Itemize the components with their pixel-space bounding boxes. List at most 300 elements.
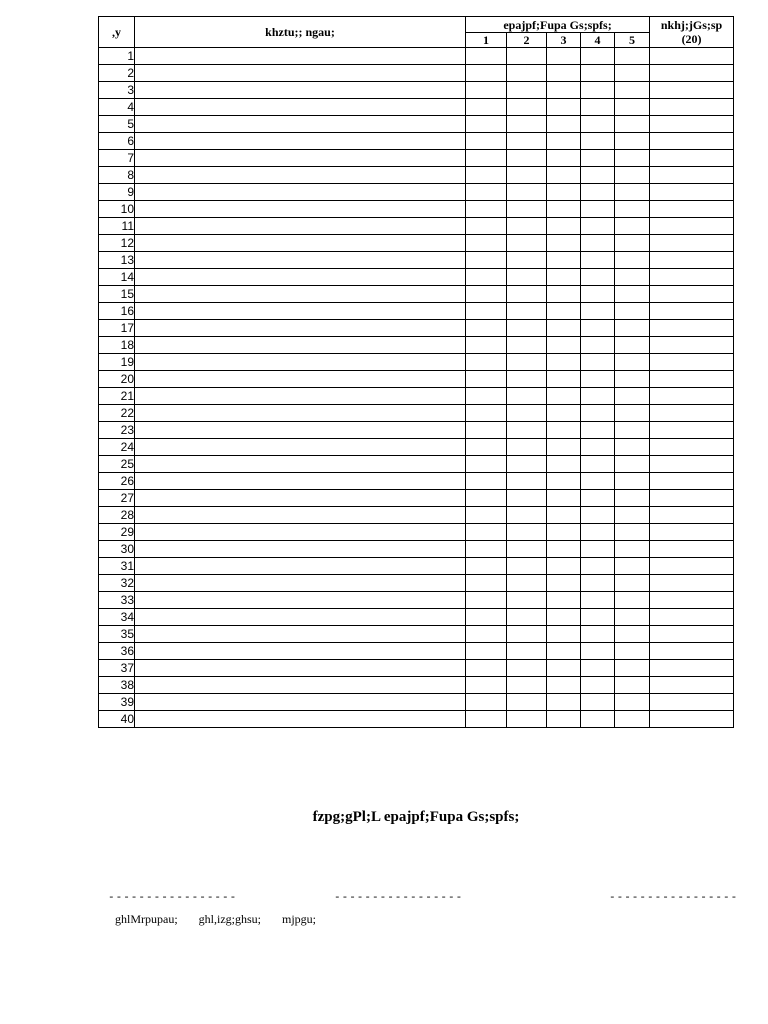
criterion-2-cell[interactable] <box>507 133 547 150</box>
criterion-2-cell[interactable] <box>507 354 547 371</box>
criterion-3-cell[interactable] <box>547 388 581 405</box>
total-cell[interactable] <box>650 218 734 235</box>
criterion-2-cell[interactable] <box>507 507 547 524</box>
criterion-1-cell[interactable] <box>466 575 507 592</box>
criterion-3-cell[interactable] <box>547 320 581 337</box>
name-cell[interactable] <box>135 541 466 558</box>
criterion-4-cell[interactable] <box>581 337 615 354</box>
criterion-5-cell[interactable] <box>615 320 650 337</box>
name-cell[interactable] <box>135 694 466 711</box>
total-cell[interactable] <box>650 694 734 711</box>
criterion-3-cell[interactable] <box>547 473 581 490</box>
criterion-5-cell[interactable] <box>615 677 650 694</box>
name-cell[interactable] <box>135 575 466 592</box>
name-cell[interactable] <box>135 643 466 660</box>
criterion-1-cell[interactable] <box>466 150 507 167</box>
criterion-4-cell[interactable] <box>581 235 615 252</box>
criterion-1-cell[interactable] <box>466 660 507 677</box>
criterion-1-cell[interactable] <box>466 337 507 354</box>
name-cell[interactable] <box>135 133 466 150</box>
criterion-3-cell[interactable] <box>547 48 581 65</box>
header-criterion-2: 2 <box>507 33 547 48</box>
criterion-5-cell[interactable] <box>615 150 650 167</box>
criterion-4-cell[interactable] <box>581 694 615 711</box>
criterion-5-cell[interactable] <box>615 660 650 677</box>
criterion-1-cell[interactable] <box>466 201 507 218</box>
signature-labels <box>115 912 334 927</box>
criterion-3-cell[interactable] <box>547 677 581 694</box>
criterion-4-cell[interactable] <box>581 507 615 524</box>
criterion-3-cell[interactable] <box>547 456 581 473</box>
criterion-1-cell[interactable] <box>466 99 507 116</box>
criterion-4-cell[interactable] <box>581 82 615 99</box>
criterion-1-cell[interactable] <box>466 677 507 694</box>
criterion-5-cell[interactable] <box>615 507 650 524</box>
criterion-4-cell[interactable] <box>581 473 615 490</box>
criterion-1-cell[interactable] <box>466 286 507 303</box>
total-cell[interactable] <box>650 609 734 626</box>
criterion-1-cell[interactable] <box>466 456 507 473</box>
criterion-5-cell[interactable] <box>615 286 650 303</box>
criterion-1-cell[interactable] <box>466 269 507 286</box>
criterion-1-cell[interactable] <box>466 524 507 541</box>
criterion-3-cell[interactable] <box>547 286 581 303</box>
total-cell[interactable] <box>650 252 734 269</box>
criterion-5-cell[interactable] <box>615 65 650 82</box>
criterion-3-cell[interactable] <box>547 609 581 626</box>
table-row <box>99 116 734 133</box>
total-cell[interactable] <box>650 354 734 371</box>
criterion-2-cell[interactable] <box>507 643 547 660</box>
criterion-1-cell[interactable] <box>466 507 507 524</box>
criterion-4-cell[interactable] <box>581 201 615 218</box>
criterion-3-cell[interactable] <box>547 660 581 677</box>
criterion-5-cell[interactable] <box>615 48 650 65</box>
criterion-4-cell[interactable] <box>581 218 615 235</box>
name-cell[interactable] <box>135 286 466 303</box>
total-cell[interactable] <box>650 507 734 524</box>
criterion-5-cell[interactable] <box>615 575 650 592</box>
total-cell[interactable] <box>650 82 734 99</box>
criterion-3-cell[interactable] <box>547 524 581 541</box>
name-cell[interactable] <box>135 320 466 337</box>
criterion-3-cell[interactable] <box>547 626 581 643</box>
name-cell[interactable] <box>135 609 466 626</box>
criterion-5-cell[interactable] <box>615 558 650 575</box>
table-row <box>99 473 734 490</box>
criterion-3-cell[interactable] <box>547 133 581 150</box>
criterion-1-cell[interactable] <box>466 490 507 507</box>
row-serial-number: 16 <box>99 303 135 320</box>
criterion-2-cell[interactable] <box>507 541 547 558</box>
criterion-5-cell[interactable] <box>615 524 650 541</box>
criterion-2-cell[interactable] <box>507 473 547 490</box>
criterion-5-cell[interactable] <box>615 269 650 286</box>
criterion-4-cell[interactable] <box>581 252 615 269</box>
signature-teacher: ghlMrpupau; <box>115 912 178 926</box>
total-cell[interactable] <box>650 303 734 320</box>
total-cell[interactable] <box>650 473 734 490</box>
name-cell[interactable] <box>135 354 466 371</box>
row-serial-number: 12 <box>99 235 135 252</box>
total-cell[interactable] <box>650 99 734 116</box>
criterion-5-cell[interactable] <box>615 456 650 473</box>
criterion-2-cell[interactable] <box>507 48 547 65</box>
criterion-5-cell[interactable] <box>615 99 650 116</box>
criterion-5-cell[interactable] <box>615 371 650 388</box>
name-cell[interactable] <box>135 65 466 82</box>
name-cell[interactable] <box>135 405 466 422</box>
criterion-5-cell[interactable] <box>615 609 650 626</box>
criterion-4-cell[interactable] <box>581 626 615 643</box>
criterion-1-cell[interactable] <box>466 82 507 99</box>
criterion-1-cell[interactable] <box>466 218 507 235</box>
criterion-1-cell[interactable] <box>466 473 507 490</box>
criterion-4-cell[interactable] <box>581 609 615 626</box>
table-row <box>99 558 734 575</box>
total-cell[interactable] <box>650 422 734 439</box>
criterion-3-cell[interactable] <box>547 303 581 320</box>
signature-line-1: ----------------- <box>108 892 238 904</box>
name-cell[interactable] <box>135 439 466 456</box>
criterion-3-cell[interactable] <box>547 643 581 660</box>
name-cell[interactable] <box>135 371 466 388</box>
criterion-4-cell[interactable] <box>581 269 615 286</box>
criterion-5-cell[interactable] <box>615 473 650 490</box>
criterion-3-cell[interactable] <box>547 558 581 575</box>
row-serial-number: 2 <box>99 65 135 82</box>
name-cell[interactable] <box>135 558 466 575</box>
total-cell[interactable] <box>650 558 734 575</box>
criterion-2-cell[interactable] <box>507 286 547 303</box>
criterion-3-cell[interactable] <box>547 439 581 456</box>
criterion-3-cell[interactable] <box>547 150 581 167</box>
criterion-5-cell[interactable] <box>615 184 650 201</box>
total-cell[interactable] <box>650 116 734 133</box>
total-cell[interactable] <box>650 167 734 184</box>
criterion-4-cell[interactable] <box>581 422 615 439</box>
criterion-2-cell[interactable] <box>507 303 547 320</box>
criterion-2-cell[interactable] <box>507 252 547 269</box>
table-row <box>99 167 734 184</box>
name-cell[interactable] <box>135 252 466 269</box>
total-cell[interactable] <box>650 150 734 167</box>
criterion-3-cell[interactable] <box>547 422 581 439</box>
name-cell[interactable] <box>135 626 466 643</box>
criterion-3-cell[interactable] <box>547 99 581 116</box>
criterion-5-cell[interactable] <box>615 133 650 150</box>
row-serial-number: 9 <box>99 184 135 201</box>
criterion-2-cell[interactable] <box>507 99 547 116</box>
criterion-4-cell[interactable] <box>581 150 615 167</box>
criterion-3-cell[interactable] <box>547 218 581 235</box>
name-cell[interactable] <box>135 507 466 524</box>
criterion-1-cell[interactable] <box>466 626 507 643</box>
criterion-4-cell[interactable] <box>581 558 615 575</box>
name-cell[interactable] <box>135 82 466 99</box>
name-cell[interactable] <box>135 48 466 65</box>
criterion-2-cell[interactable] <box>507 150 547 167</box>
name-cell[interactable] <box>135 269 466 286</box>
total-cell[interactable] <box>650 201 734 218</box>
criterion-2-cell[interactable] <box>507 82 547 99</box>
criterion-3-cell[interactable] <box>547 711 581 728</box>
criterion-3-cell[interactable] <box>547 371 581 388</box>
criterion-4-cell[interactable] <box>581 388 615 405</box>
criterion-1-cell[interactable] <box>466 65 507 82</box>
criterion-2-cell[interactable] <box>507 694 547 711</box>
criterion-3-cell[interactable] <box>547 184 581 201</box>
criterion-4-cell[interactable] <box>581 490 615 507</box>
criterion-2-cell[interactable] <box>507 167 547 184</box>
criterion-1-cell[interactable] <box>466 609 507 626</box>
criterion-5-cell[interactable] <box>615 711 650 728</box>
criterion-2-cell[interactable] <box>507 456 547 473</box>
criterion-1-cell[interactable] <box>466 371 507 388</box>
total-cell[interactable] <box>650 524 734 541</box>
criterion-3-cell[interactable] <box>547 116 581 133</box>
criterion-2-cell[interactable] <box>507 439 547 456</box>
total-cell[interactable] <box>650 320 734 337</box>
criterion-2-cell[interactable] <box>507 677 547 694</box>
criterion-2-cell[interactable] <box>507 711 547 728</box>
criterion-2-cell[interactable] <box>507 116 547 133</box>
name-cell[interactable] <box>135 218 466 235</box>
criterion-5-cell[interactable] <box>615 252 650 269</box>
criterion-3-cell[interactable] <box>547 490 581 507</box>
criterion-2-cell[interactable] <box>507 218 547 235</box>
criterion-3-cell[interactable] <box>547 201 581 218</box>
name-cell[interactable] <box>135 388 466 405</box>
criterion-5-cell[interactable] <box>615 337 650 354</box>
criterion-4-cell[interactable] <box>581 48 615 65</box>
row-serial-number: 37 <box>99 660 135 677</box>
criterion-3-cell[interactable] <box>547 575 581 592</box>
criterion-2-cell[interactable] <box>507 388 547 405</box>
row-serial-number: 33 <box>99 592 135 609</box>
criterion-2-cell[interactable] <box>507 626 547 643</box>
total-cell[interactable] <box>650 439 734 456</box>
criterion-4-cell[interactable] <box>581 133 615 150</box>
criterion-2-cell[interactable] <box>507 65 547 82</box>
criterion-2-cell[interactable] <box>507 320 547 337</box>
criterion-2-cell[interactable] <box>507 337 547 354</box>
name-cell[interactable] <box>135 99 466 116</box>
criterion-5-cell[interactable] <box>615 388 650 405</box>
criterion-4-cell[interactable] <box>581 439 615 456</box>
name-cell[interactable] <box>135 473 466 490</box>
criterion-1-cell[interactable] <box>466 711 507 728</box>
criterion-5-cell[interactable] <box>615 541 650 558</box>
total-cell[interactable] <box>650 541 734 558</box>
total-cell[interactable] <box>650 490 734 507</box>
criterion-2-cell[interactable] <box>507 371 547 388</box>
criterion-4-cell[interactable] <box>581 711 615 728</box>
criterion-1-cell[interactable] <box>466 116 507 133</box>
name-cell[interactable] <box>135 116 466 133</box>
criterion-3-cell[interactable] <box>547 82 581 99</box>
criterion-4-cell[interactable] <box>581 354 615 371</box>
criterion-1-cell[interactable] <box>466 439 507 456</box>
total-cell[interactable] <box>650 269 734 286</box>
criterion-5-cell[interactable] <box>615 439 650 456</box>
criterion-5-cell[interactable] <box>615 694 650 711</box>
total-cell[interactable] <box>650 371 734 388</box>
criterion-1-cell[interactable] <box>466 252 507 269</box>
criterion-4-cell[interactable] <box>581 541 615 558</box>
table-row <box>99 320 734 337</box>
criterion-1-cell[interactable] <box>466 303 507 320</box>
criterion-3-cell[interactable] <box>547 354 581 371</box>
name-cell[interactable] <box>135 677 466 694</box>
criterion-5-cell[interactable] <box>615 82 650 99</box>
criterion-1-cell[interactable] <box>466 48 507 65</box>
criterion-2-cell[interactable] <box>507 184 547 201</box>
name-cell[interactable] <box>135 711 466 728</box>
criterion-2-cell[interactable] <box>507 405 547 422</box>
total-cell[interactable] <box>650 286 734 303</box>
criterion-5-cell[interactable] <box>615 303 650 320</box>
criterion-4-cell[interactable] <box>581 405 615 422</box>
criterion-4-cell[interactable] <box>581 677 615 694</box>
total-cell[interactable] <box>650 48 734 65</box>
criterion-4-cell[interactable] <box>581 65 615 82</box>
criterion-5-cell[interactable] <box>615 201 650 218</box>
criterion-2-cell[interactable] <box>507 422 547 439</box>
criterion-2-cell[interactable] <box>507 201 547 218</box>
criterion-1-cell[interactable] <box>466 320 507 337</box>
criterion-2-cell[interactable] <box>507 524 547 541</box>
name-cell[interactable] <box>135 235 466 252</box>
total-cell[interactable] <box>650 660 734 677</box>
criterion-2-cell[interactable] <box>507 592 547 609</box>
criterion-1-cell[interactable] <box>466 694 507 711</box>
criterion-4-cell[interactable] <box>581 184 615 201</box>
name-cell[interactable] <box>135 167 466 184</box>
criterion-4-cell[interactable] <box>581 592 615 609</box>
criterion-2-cell[interactable] <box>507 490 547 507</box>
criterion-3-cell[interactable] <box>547 337 581 354</box>
criterion-3-cell[interactable] <box>547 167 581 184</box>
criterion-1-cell[interactable] <box>466 184 507 201</box>
criterion-3-cell[interactable] <box>547 507 581 524</box>
criterion-4-cell[interactable] <box>581 643 615 660</box>
criterion-4-cell[interactable] <box>581 167 615 184</box>
criterion-2-cell[interactable] <box>507 235 547 252</box>
table-row <box>99 660 734 677</box>
criterion-2-cell[interactable] <box>507 660 547 677</box>
criterion-1-cell[interactable] <box>466 354 507 371</box>
total-cell[interactable] <box>650 388 734 405</box>
total-cell[interactable] <box>650 711 734 728</box>
criterion-5-cell[interactable] <box>615 116 650 133</box>
name-cell[interactable] <box>135 524 466 541</box>
criterion-5-cell[interactable] <box>615 422 650 439</box>
total-cell[interactable] <box>650 184 734 201</box>
criterion-2-cell[interactable] <box>507 575 547 592</box>
row-serial-number: 23 <box>99 422 135 439</box>
criterion-5-cell[interactable] <box>615 167 650 184</box>
criterion-5-cell[interactable] <box>615 235 650 252</box>
criterion-1-cell[interactable] <box>466 541 507 558</box>
total-cell[interactable] <box>650 235 734 252</box>
criterion-3-cell[interactable] <box>547 541 581 558</box>
criterion-1-cell[interactable] <box>466 558 507 575</box>
criterion-1-cell[interactable] <box>466 235 507 252</box>
criterion-4-cell[interactable] <box>581 116 615 133</box>
criterion-4-cell[interactable] <box>581 660 615 677</box>
row-serial-number: 19 <box>99 354 135 371</box>
criterion-3-cell[interactable] <box>547 694 581 711</box>
total-cell[interactable] <box>650 133 734 150</box>
criterion-4-cell[interactable] <box>581 99 615 116</box>
criterion-2-cell[interactable] <box>507 609 547 626</box>
criterion-1-cell[interactable] <box>466 133 507 150</box>
criterion-2-cell[interactable] <box>507 558 547 575</box>
criterion-5-cell[interactable] <box>615 626 650 643</box>
name-cell[interactable] <box>135 184 466 201</box>
criterion-3-cell[interactable] <box>547 405 581 422</box>
criterion-1-cell[interactable] <box>466 405 507 422</box>
criterion-3-cell[interactable] <box>547 252 581 269</box>
total-cell[interactable] <box>650 643 734 660</box>
name-cell[interactable] <box>135 592 466 609</box>
total-cell[interactable] <box>650 677 734 694</box>
criterion-5-cell[interactable] <box>615 354 650 371</box>
criterion-4-cell[interactable] <box>581 575 615 592</box>
criterion-1-cell[interactable] <box>466 422 507 439</box>
criterion-4-cell[interactable] <box>581 320 615 337</box>
name-cell[interactable] <box>135 490 466 507</box>
criterion-1-cell[interactable] <box>466 592 507 609</box>
criterion-1-cell[interactable] <box>466 167 507 184</box>
name-cell[interactable] <box>135 337 466 354</box>
total-cell[interactable] <box>650 337 734 354</box>
total-cell[interactable] <box>650 575 734 592</box>
total-cell[interactable] <box>650 405 734 422</box>
criterion-1-cell[interactable] <box>466 388 507 405</box>
total-cell[interactable] <box>650 65 734 82</box>
table-row <box>99 252 734 269</box>
name-cell[interactable] <box>135 660 466 677</box>
criterion-4-cell[interactable] <box>581 524 615 541</box>
criterion-5-cell[interactable] <box>615 592 650 609</box>
criterion-3-cell[interactable] <box>547 65 581 82</box>
criterion-5-cell[interactable] <box>615 218 650 235</box>
name-cell[interactable] <box>135 303 466 320</box>
criterion-5-cell[interactable] <box>615 490 650 507</box>
criterion-3-cell[interactable] <box>547 592 581 609</box>
criterion-4-cell[interactable] <box>581 303 615 320</box>
criterion-5-cell[interactable] <box>615 405 650 422</box>
criterion-2-cell[interactable] <box>507 269 547 286</box>
criterion-3-cell[interactable] <box>547 235 581 252</box>
criterion-4-cell[interactable] <box>581 286 615 303</box>
header-serial-number: ,y <box>99 17 135 48</box>
criterion-4-cell[interactable] <box>581 456 615 473</box>
name-cell[interactable] <box>135 201 466 218</box>
name-cell[interactable] <box>135 422 466 439</box>
name-cell[interactable] <box>135 456 466 473</box>
total-cell[interactable] <box>650 626 734 643</box>
criterion-5-cell[interactable] <box>615 643 650 660</box>
criterion-3-cell[interactable] <box>547 269 581 286</box>
total-cell[interactable] <box>650 592 734 609</box>
name-cell[interactable] <box>135 150 466 167</box>
total-cell[interactable] <box>650 456 734 473</box>
criterion-4-cell[interactable] <box>581 371 615 388</box>
criterion-1-cell[interactable] <box>466 643 507 660</box>
